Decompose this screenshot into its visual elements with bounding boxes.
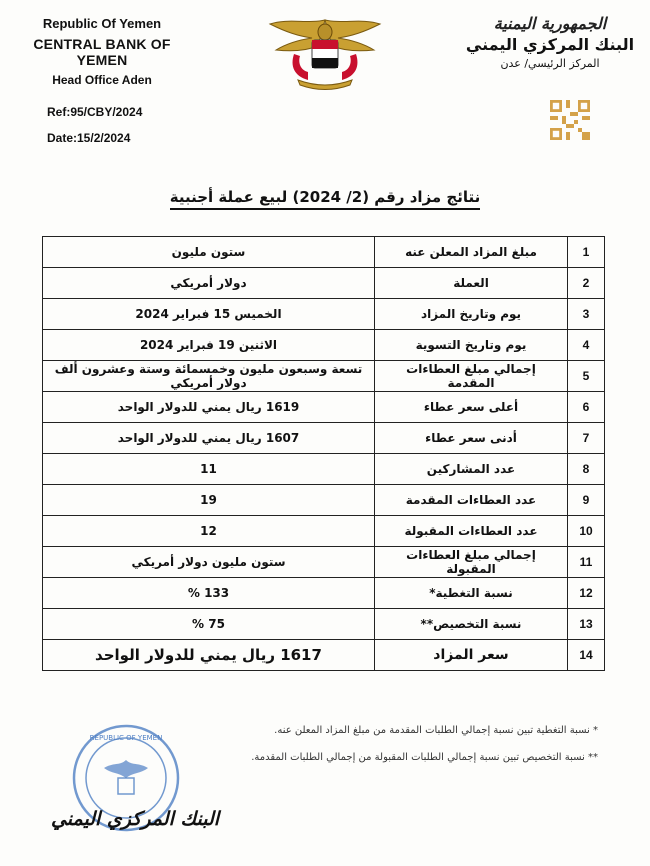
office-name-arabic: المركز الرئيسي/ عدن xyxy=(500,57,600,70)
row-label: إجمالي مبلغ العطاءات المقدمة xyxy=(375,361,568,392)
header-arabic xyxy=(460,14,640,70)
row-label: عدد العطاءات المقبولة xyxy=(375,516,568,547)
row-number: 5 xyxy=(568,361,605,392)
table-row xyxy=(43,392,605,423)
table-row xyxy=(43,485,605,516)
reference-number: Ref:95/CBY/2024 xyxy=(47,105,143,119)
row-number: 9 xyxy=(568,485,605,516)
table-row xyxy=(43,640,605,671)
qr-code-icon xyxy=(550,100,590,140)
table-row xyxy=(43,547,605,578)
table-row xyxy=(43,361,605,392)
row-number: 10 xyxy=(568,516,605,547)
row-number: 8 xyxy=(568,454,605,485)
row-number: 6 xyxy=(568,392,605,423)
row-label: نسبة التغطية* xyxy=(375,578,568,609)
row-label: العملة xyxy=(375,268,568,299)
footnote-coverage: * نسبة التغطية تبين نسبة إجمالي الطلبات المقدمة من مبلغ المزاد المعلن عنه. xyxy=(274,725,598,736)
row-number: 12 xyxy=(568,578,605,609)
row-label: يوم وتاريخ التسوية xyxy=(375,330,568,361)
table-row xyxy=(43,268,605,299)
table-row xyxy=(43,516,605,547)
row-number: 14 xyxy=(568,640,605,671)
row-value: تسعة وسبعون مليون وخمسمائة وستة وعشرون ألف دولار أمريكي xyxy=(43,361,375,392)
auction-results-table xyxy=(42,236,605,671)
row-label: أدنى سعر عطاء xyxy=(375,423,568,454)
row-value: دولار أمريكي xyxy=(43,268,375,299)
row-label: سعر المزاد xyxy=(375,640,568,671)
row-value: 1607 ريال يمني للدولار الواحد xyxy=(43,423,375,454)
row-value: ستون مليون xyxy=(43,237,375,268)
table-row xyxy=(43,237,605,268)
eagle-emblem-icon xyxy=(268,10,382,90)
table-row xyxy=(43,609,605,640)
row-value: 11 xyxy=(43,454,375,485)
bank-name-arabic: البنك المركزي اليمني xyxy=(465,35,635,54)
row-value: الخميس 15 فبراير 2024 xyxy=(43,299,375,330)
table-row xyxy=(43,454,605,485)
row-label: إجمالي مبلغ العطاءات المقبولة xyxy=(375,547,568,578)
table-row xyxy=(43,578,605,609)
row-label: يوم وتاريخ المزاد xyxy=(375,299,568,330)
header-english xyxy=(12,16,192,87)
row-value: 133 % xyxy=(43,578,375,609)
document-title-text: نتائج مزاد رقم (2/ 2024) لبيع عملة أجنبية xyxy=(170,188,481,210)
row-number: 7 xyxy=(568,423,605,454)
row-number: 2 xyxy=(568,268,605,299)
row-value: الاثنين 19 فبراير 2024 xyxy=(43,330,375,361)
row-label: أعلى سعر عطاء xyxy=(375,392,568,423)
table-row xyxy=(43,330,605,361)
row-value: 12 xyxy=(43,516,375,547)
stamp-ring-text: REPUBLIC OF YEMEN xyxy=(89,734,163,742)
office-name: Head Office Aden xyxy=(52,73,152,87)
table-row xyxy=(43,423,605,454)
row-label: نسبة التخصيص** xyxy=(375,609,568,640)
row-number: 3 xyxy=(568,299,605,330)
footnote-allocation: ** نسبة التخصيص تبين نسبة إجمالي الطلبات المقبولة من إجمالي الطلبات المقدمة. xyxy=(251,752,598,763)
row-value: 1619 ريال يمني للدولار الواحد xyxy=(43,392,375,423)
document-title xyxy=(0,188,650,206)
country-name: Republic Of Yemen xyxy=(42,16,162,31)
country-name-arabic: الجمهورية اليمنية xyxy=(493,14,607,33)
row-number: 4 xyxy=(568,330,605,361)
table-row xyxy=(43,299,605,330)
row-number: 13 xyxy=(568,609,605,640)
row-value: ستون مليون دولار أمريكي xyxy=(43,547,375,578)
row-value: 75 % xyxy=(43,609,375,640)
bank-name: CENTRAL BANK OF YEMEN xyxy=(33,36,171,68)
row-number: 1 xyxy=(568,237,605,268)
row-label: عدد المشاركين xyxy=(375,454,568,485)
row-label: مبلغ المزاد المعلن عنه xyxy=(375,237,568,268)
row-number: 11 xyxy=(568,547,605,578)
row-value: 1617 ريال يمني للدولار الواحد xyxy=(43,640,375,671)
stamp-signature: البنك المركزي اليمني xyxy=(50,808,220,830)
document-date: Date:15/2/2024 xyxy=(47,131,131,145)
row-value: 19 xyxy=(43,485,375,516)
row-label: عدد العطاءات المقدمة xyxy=(375,485,568,516)
